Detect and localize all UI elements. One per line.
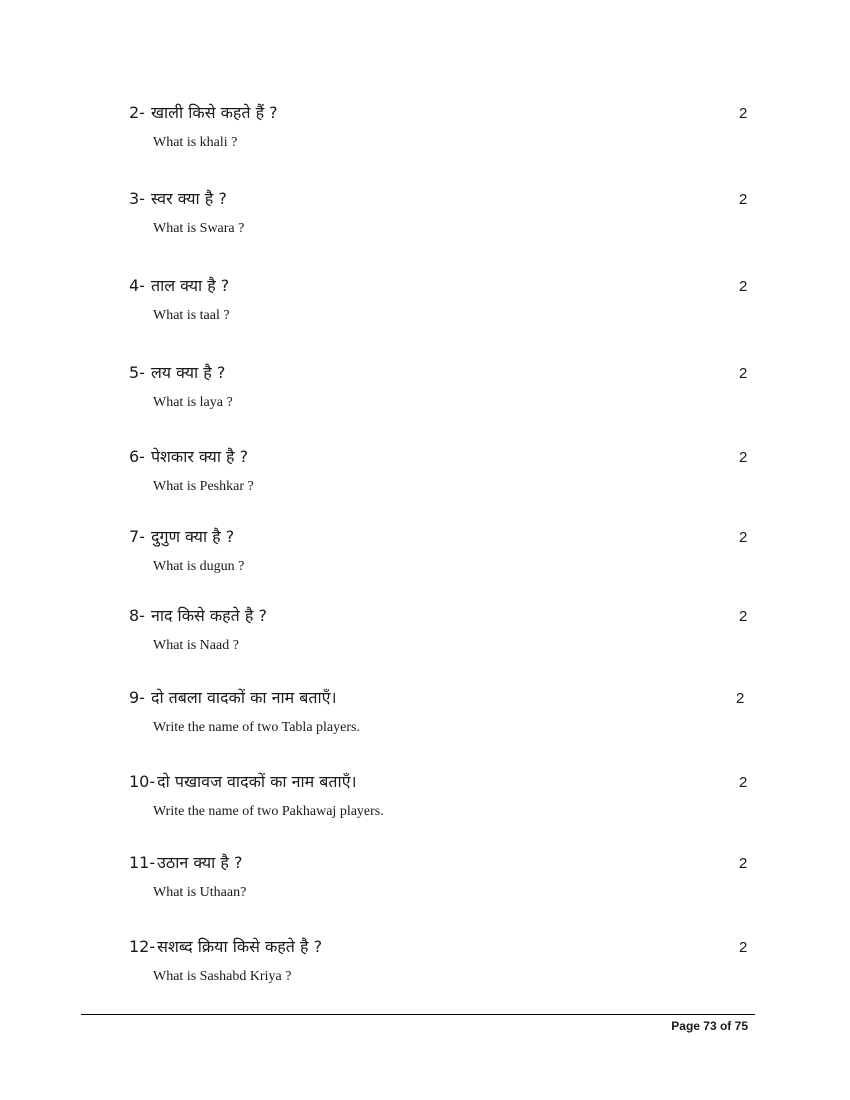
question-english: Write the name of two Tabla players. [153,720,360,735]
question-marks: 2 [739,278,748,295]
question-hindi: नाद किसे कहते है ? [150,606,267,625]
question-item [0,446,850,506]
question-english: What is Swara ? [153,221,245,236]
question-number: 10- [129,772,156,791]
question-marks: 2 [739,774,748,791]
question-hindi: दो तबला वादकों का नाम बताएँ। [150,688,337,707]
question-text [129,275,229,297]
question-english: What is Sashabd Kriya ? [153,969,292,984]
question-hindi: खाली किसे कहते हैं ? [150,103,278,122]
question-number: 12- [129,937,156,956]
question-text [129,936,322,958]
question-number: 9- [129,688,145,707]
question-marks: 2 [739,939,748,956]
question-item [0,102,850,162]
question-english: What is dugun ? [153,559,245,574]
question-hindi: ताल क्या है ? [150,276,230,295]
question-item [0,188,850,248]
question-hindi: लय क्या है ? [150,363,226,382]
footer-divider [81,1014,755,1015]
question-item [0,687,850,747]
question-hindi: पेशकार क्या है ? [150,447,249,466]
question-english: What is Uthaan? [153,885,247,900]
question-text [129,605,267,627]
question-english: What is khali ? [153,135,238,150]
question-hindi: उठान क्या है ? [157,853,243,872]
question-text [129,188,227,210]
question-english: Write the name of two Pakhawaj players. [153,804,384,819]
question-item [0,771,850,831]
question-number: 2- [129,103,145,122]
question-marks: 2 [739,365,748,382]
question-item [0,526,850,586]
question-marks: 2 [739,608,748,625]
question-number: 6- [129,447,145,466]
question-text [129,526,234,548]
question-number: 11- [129,853,156,872]
question-item [0,605,850,665]
question-text [129,852,242,874]
question-marks: 2 [739,191,748,208]
question-marks: 2 [739,105,748,122]
question-text [129,362,225,384]
question-text [129,771,357,793]
question-text [129,102,278,124]
question-item [0,852,850,912]
question-text [129,687,337,709]
question-marks: 2 [739,449,748,466]
question-item [0,362,850,422]
question-item [0,275,850,335]
question-english: What is laya ? [153,395,233,410]
question-number: 3- [129,189,145,208]
question-number: 4- [129,276,145,295]
question-number: 7- [129,527,145,546]
question-marks: 2 [739,529,748,546]
question-marks: 2 [736,690,745,707]
question-english: What is taal ? [153,308,230,323]
question-hindi: स्वर क्या है ? [150,189,227,208]
question-marks: 2 [739,855,748,872]
question-hindi: दुगुण क्या है ? [150,527,235,546]
question-number: 5- [129,363,145,382]
question-item [0,936,850,996]
page-number: Page 73 of 75 [671,1019,748,1033]
question-english: What is Naad ? [153,638,239,653]
question-hindi: दो पखावज वादकों का नाम बताएँ। [157,772,357,791]
question-text [129,446,248,468]
question-english: What is Peshkar ? [153,479,254,494]
question-number: 8- [129,606,145,625]
question-hindi: सशब्द क्रिया किसे कहते है ? [157,937,323,956]
